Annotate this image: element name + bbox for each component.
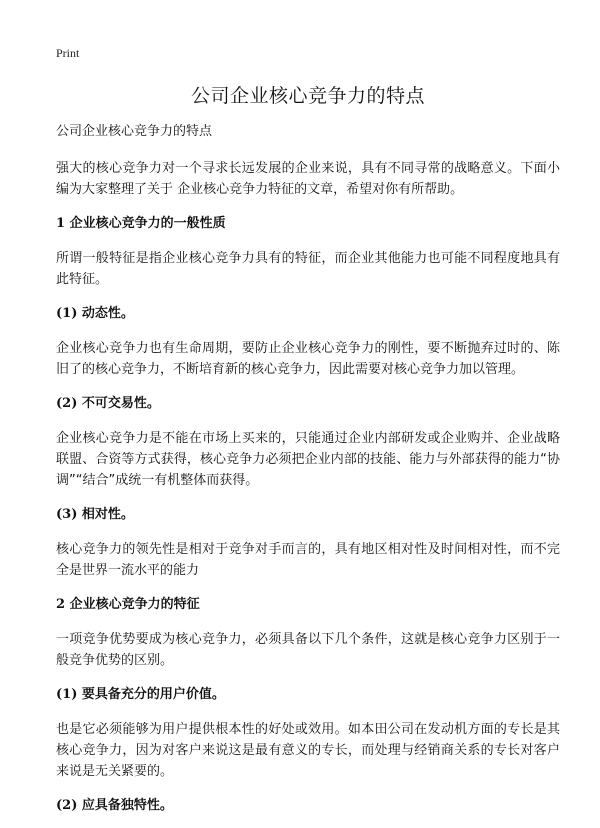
section-2-paragraph: 一项竞争优势要成为核心竞争力，必须具备以下几个条件，这就是核心竞争力区别于一般竞争优势的区别。 (56, 632, 560, 668)
s2-item-2-heading: (2) 应具备独特性。 (56, 798, 173, 813)
document-subtitle: 公司企业核心竞争力的特点 (56, 124, 213, 139)
s1-item-1-paragraph: 企业核心竞争力也有生命周期，要防止企业核心竞争力的刚性，要不断抛弃过时的、陈旧了的核心竞争力，不断培育新的核心竞争力，因此需要对核心竞争力加以管理。 (56, 341, 560, 377)
s1-item-3-heading: (3) 相对性。 (56, 507, 134, 522)
print-label: Print (56, 46, 80, 60)
s1-item-3-paragraph: 核心竞争力的领先性是相对于竞争对手而言的，具有地区相对性及时间相对性，而不完全是世界一流水平的能力 (56, 542, 560, 578)
section-1-paragraph: 所谓一般特征是指企业核心竞争力具有的特征，而企业其他能力也可能不同程度地具有此特征。 (56, 251, 560, 287)
s2-item-1-heading: (1) 要具备充分的用户价值。 (56, 687, 225, 702)
s2-item-1-paragraph: 也是它必须能够为用户提供根本性的好处或效用。如本田公司在发动机方面的专长是其核心竞争力，因为对客户来说这是最有意义的专长，而处理与经销商关系的专长对客户来说是无关紧要的。 (56, 722, 560, 779)
document-title: 公司企业核心竞争力的特点 (190, 85, 425, 107)
intro-paragraph: 强大的核心竞争力对一个寻求长远发展的企业来说，具有不同寻常的战略意义。下面小编为大家整理了关于 企业核心竞争力特征的文章，希望对你有所帮助。 (56, 161, 560, 197)
s1-item-2-paragraph: 企业核心竞争力是不能在市场上买来的，只能通过企业内部研发或企业购并、企业战略联盟、合资等方式获得，核心竞争力必须把企业内部的技能、能力与外部获得的能力“协调”“结合”成统一有机整体而获得。 (56, 431, 560, 488)
section-2-heading: 2 企业核心竞争力的特征 (56, 597, 200, 612)
s1-item-1-heading: (1) 动态性。 (56, 306, 134, 321)
s1-item-2-heading: (2) 不可交易性。 (56, 396, 160, 411)
section-1-heading: 1 企业核心竞争力的一般性质 (56, 216, 226, 231)
